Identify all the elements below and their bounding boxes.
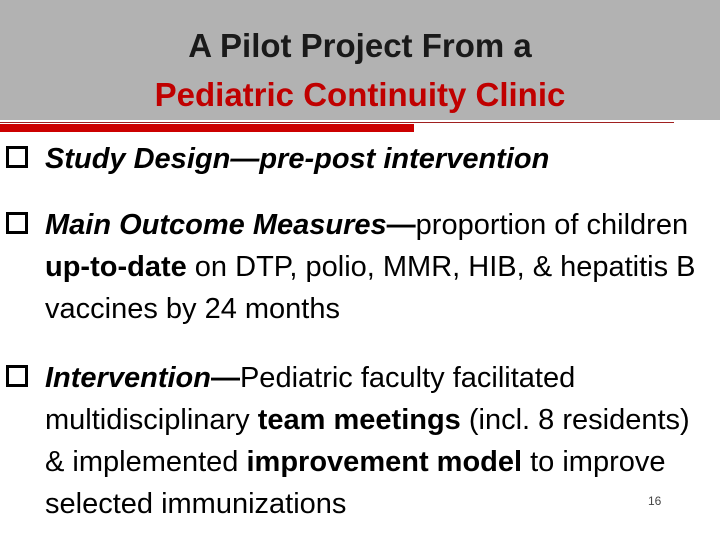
bullet-text-segment: to improve selected immunizations <box>45 446 666 520</box>
bullet-emphasis: improvement model <box>246 446 523 478</box>
title-divider-thin <box>0 122 674 123</box>
bullet-text-segment: (incl. 8 residents) & implemented <box>45 404 690 478</box>
bullet-text-segment: on DTP, polio, MMR, HIB, & hepatitis B vaccines by 24 months <box>45 251 696 325</box>
slide-title-line-1: A Pilot Project From a <box>188 27 532 64</box>
bullet-emphasis: up-to-date <box>45 251 187 283</box>
square-bullet-icon <box>6 146 28 168</box>
bullet-intervention <box>6 357 716 525</box>
slide-title-line-2: Pediatric Continuity Clinic <box>154 76 566 113</box>
bullet-text <box>45 204 716 330</box>
bullet-text <box>45 138 716 180</box>
bullet-separator: — <box>386 209 416 241</box>
slide-number: 16 <box>648 494 662 508</box>
bullet-text-segment: proportion of children <box>415 209 689 241</box>
square-bullet-icon <box>6 365 28 387</box>
bullet-separator: — <box>210 362 240 394</box>
title-divider-thick <box>0 124 414 132</box>
square-bullet-icon <box>6 212 28 234</box>
bullet-emphasis: team meetings <box>257 404 461 436</box>
bullet-text-segment: Pediatric faculty facilitated multidisciplinary <box>45 362 576 436</box>
bullet-study-design <box>6 138 716 180</box>
bullet-text <box>45 357 716 525</box>
bullet-rest: pre-post intervention <box>259 143 550 175</box>
bullet-heading: Main Outcome Measures <box>45 209 387 241</box>
bullet-heading: Study Design <box>45 143 231 175</box>
bullet-separator: — <box>230 143 260 175</box>
bullet-heading: Intervention <box>45 362 211 394</box>
bullet-main-outcome-measures <box>6 204 716 330</box>
